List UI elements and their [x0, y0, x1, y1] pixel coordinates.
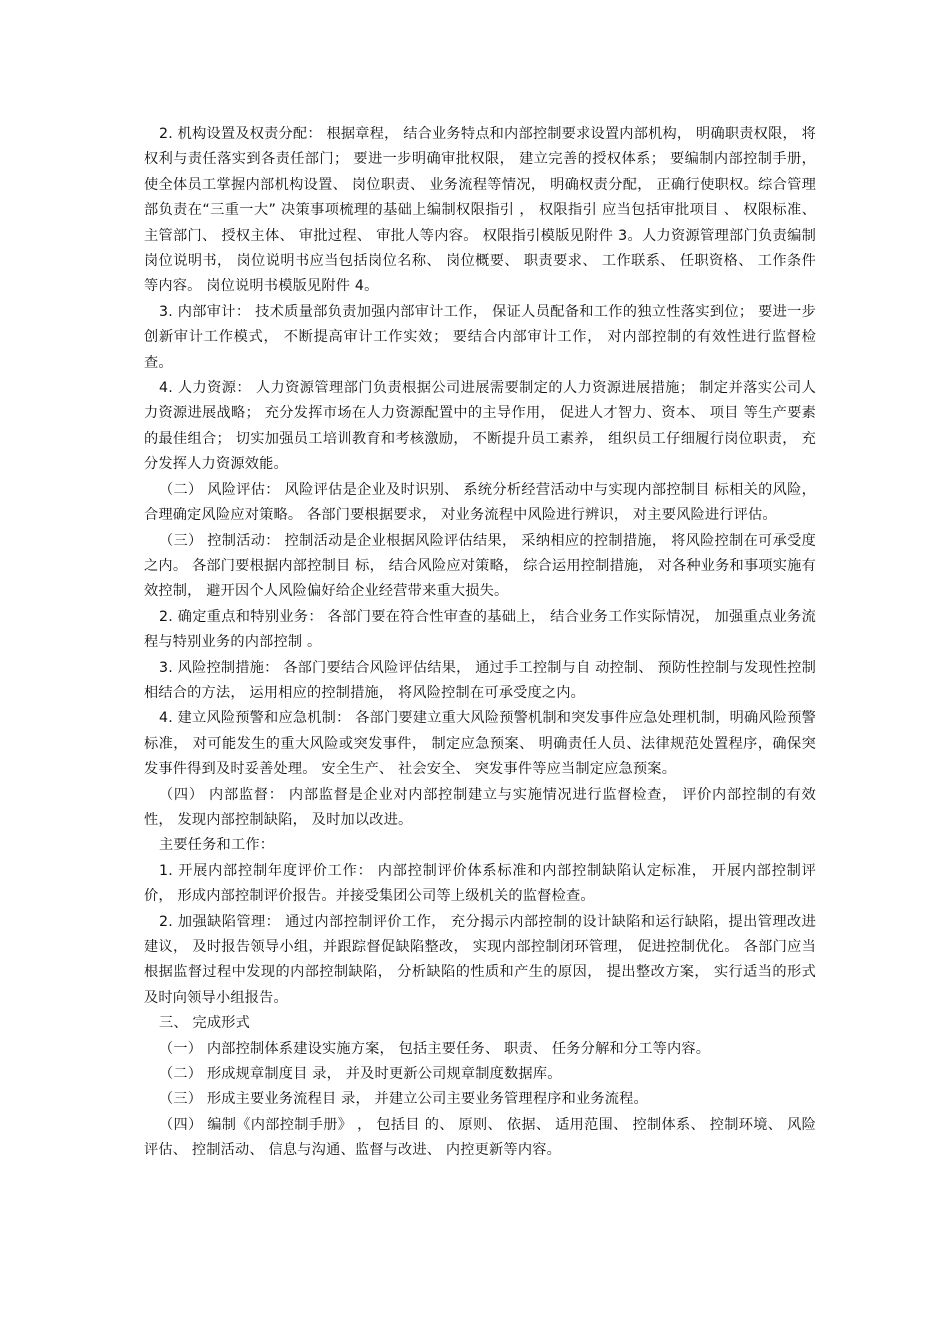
paragraph-completion-item-4: （四） 编制《内部控制手册》 ， 包括目 的、 原则、 依据、 适用范围、 控制体系、 控制环境、 风险评估、 控制活动、 信息与沟通、监督与改进、 内控更新等内容。	[144, 1116, 816, 1159]
section-heading-completion-form: 三、 完成形式	[159, 1015, 251, 1032]
paragraph-completion-item-2: （二） 形成规章制度目 录， 并及时更新公司规章制度数据库。	[159, 1066, 562, 1083]
paragraph-risk-warning: 4. 建立风险预警和应急机制： 各部门要建立重大风险预警机制和突发事件应急处理机制，明确风险预警标准， 对可能发生的重大风险或突发事件， 制定应急预案、 明确责任人员、法律规范处置程序，确保突发事件得到及时妥善处理。 安全生产、 社会安全、 突发事件等应当制定应急预案。	[144, 710, 816, 778]
paragraph-human-resources: 4. 人力资源： 人力资源管理部门负责根据公司进展需要制定的人力资源进展措施； 制定并落实公司人力资源进展战略； 充分发挥市场在人力资源配置中的主导作用， 促进人才智力、资本、 项目 等生产要素的最佳组合； 切实加强员工培训教育和考核激励， 不断提升员工素养， 组织员工仔细履行岗位职责， 充分发挥人力资源效能。	[144, 380, 816, 473]
paragraph-control-activities: （三） 控制活动： 控制活动是企业根据风险评估结果， 采纳相应的控制措施， 将风险控制在可承受度之内。 各部门要根据内部控制目 标， 结合风险应对策略， 综合运用控制措施， 对各种业务和事项实施有效控制， 避开因个人风险偏好给企业经营带来重大损失。	[144, 532, 816, 600]
paragraph-key-business: 2. 确定重点和特别业务： 各部门要在符合性审查的基础上， 结合业务工作实际情况， 加强重点业务流程与特别业务的内部控制 。	[144, 608, 816, 651]
paragraph-completion-item-3: （三） 形成主要业务流程目 录， 并建立公司主要业务管理程序和业务流程。	[159, 1091, 648, 1108]
paragraph-annual-evaluation: 1. 开展内部控制年度评价工作： 内部控制评价体系标准和内部控制缺陷认定标准， 开展内部控制评价， 形成内部控制评价报告。并接受集团公司等上级机关的监督检查。	[144, 862, 816, 905]
paragraph-main-tasks-heading: 主要任务和工作：	[159, 837, 275, 854]
document-body	[144, 122, 816, 1164]
paragraph-defect-management: 2. 加强缺陷管理： 通过内部控制评价工作， 充分揭示内部控制的设计缺陷和运行缺陷，提出管理改进建议， 及时报告领导小组，并跟踪督促缺陷整改， 实现内部控制闭环管理， 促进控制优化。 各部门应当根据监督过程中发现的内部控制缺陷， 分析缺陷的性质和产生的原因， 提出整改方案， 实行适当的形式及时向领导小组报告。	[144, 913, 816, 1006]
paragraph-org-structure: 2. 机构设置及权责分配： 根据章程， 结合业务特点和内部控制要求设置内部机构， 明确职责权限， 将权利与责任落实到各责任部门； 要进一步明确审批权限， 建立完善的授权体系； 要编制内部控制手册， 使全体员工掌握内部机构设置、 岗位职责、 业务流程等情况， 明确权责分配， 正确行使职权。综合管理部负责在“三重一大” 决策事项梳理的基础上编制权限指引 ， 权限指引 应当包括审批项目 、 权限标准、 主管部门、 授权主体、 审批过程、 审批人等内容。 权限指引模版见附件 3。人力资源管理部门负责编制岗位说明书， 岗位说明书应当包括岗位名称、 岗位概要、 职责要求、 工作联系、 任职资格、 工作条件等内容。 岗位说明书模版见附件 4。	[144, 126, 816, 295]
paragraph-completion-item-1: （一） 内部控制体系建设实施方案， 包括主要任务、 职责、 任务分解和分工等内容。	[159, 1040, 711, 1057]
paragraph-internal-audit: 3. 内部审计： 技术质量部负责加强内部审计工作， 保证人员配备和工作的独立性落实到位； 要进一步创新审计工作模式， 不断提高审计工作实效； 要结合内部审计工作， 对内部控制的有效性进行监督检查。	[144, 303, 816, 371]
paragraph-internal-supervision: （四） 内部监督： 内部监督是企业对内部控制建立与实施情况进行监督检查， 评价内部控制的有效性， 发现内部控制缺陷， 及时加以改进。	[144, 786, 816, 828]
paragraph-risk-assessment: （二） 风险评估： 风险评估是企业及时识别、 系统分析经营活动中与实现内部控制目 标相关的风险， 合理确定风险应对策略。 各部门要根据要求， 对业务流程中风险进行辨识， 对主要风险进行评估。	[144, 481, 816, 524]
paragraph-risk-control-measures: 3. 风险控制措施： 各部门要结合风险评估结果， 通过手工控制与自 动控制、 预防性控制与发现性控制相结合的方法， 运用相应的控制措施， 将风险控制在可承受度之内。	[144, 659, 816, 701]
